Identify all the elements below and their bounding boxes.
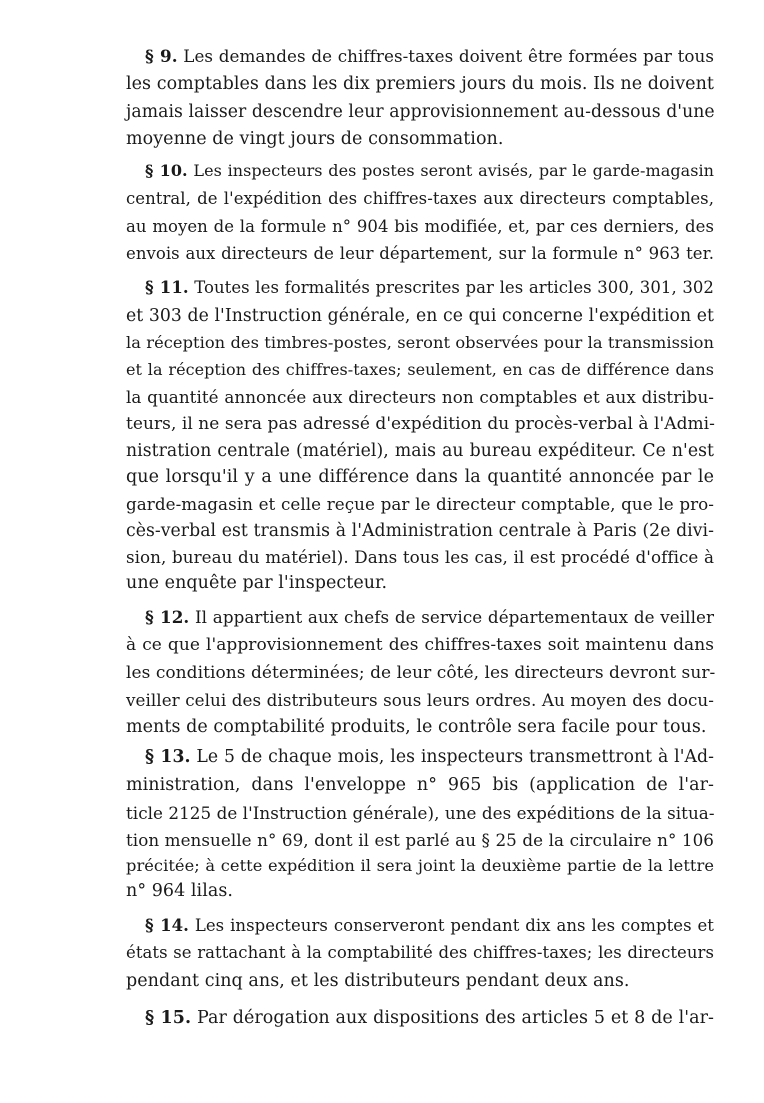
- paragraph-14-line-3: pendant cinq ans, et les distributeurs pendant deux ans.: [126, 971, 630, 991]
- paragraph-11-line-6: teurs, il ne sera pas adressé d'expédition du procès-verbal à l'Admi-: [126, 414, 715, 434]
- paragraph-9-line-3: jamais laisser descendre leur approvisionnement au-dessous d'une: [126, 102, 715, 122]
- paragraph-11-line-1: § 11. Toutes les formalités prescrites par les articles 300, 301, 302: [145, 278, 714, 297]
- paragraph-11-line-8: que lorsqu'il y a une différence dans la quantité annoncée par le: [126, 467, 714, 487]
- section-11-number: § 11.: [145, 278, 189, 297]
- paragraph-11-line-3: la réception des timbres-postes, seront observées pour la transmission: [126, 333, 714, 352]
- paragraph-10-line-2: central, de l'expédition des chiffres-taxes aux directeurs comptables,: [126, 189, 714, 208]
- paragraph-10-line-3: au moyen de la formule n° 904 bis modifiée, et, par ces derniers, des: [126, 217, 714, 236]
- section-14-number: § 14.: [145, 916, 189, 935]
- paragraph-11-line-12: une enquête par l'inspecteur.: [126, 573, 388, 593]
- paragraph-11-line-4: et la réception des chiffres-taxes; seulement, en cas de différence dans: [126, 360, 714, 379]
- paragraph-12-line-5: ments de comptabilité produits, le contrôle sera facile pour tous.: [126, 717, 707, 737]
- paragraph-11-line-11: sion, bureau du matériel). Dans tous les cas, il est procédé d'office à: [126, 547, 714, 567]
- paragraph-11-line-9: garde-magasin et celle reçue par le directeur comptable, que le pro-: [126, 494, 714, 514]
- paragraph-9-line-1: § 9. Les demandes de chiffres-taxes doivent être formées par tous: [145, 46, 714, 66]
- section-13-number: § 13.: [145, 747, 191, 767]
- paragraph-9-line-2: les comptables dans les dix premiers jours du mois. Ils ne doivent: [126, 74, 714, 94]
- paragraph-13-line-6: n° 964 lilas.: [126, 881, 233, 901]
- paragraph-11-line-2: et 303 de l'Instruction générale, en ce qui concerne l'expédition et: [126, 306, 714, 326]
- paragraph-12-line-2: à ce que l'approvisionnement des chiffres-taxes soit maintenu dans: [126, 635, 714, 655]
- paragraph-13-line-2: ministration, dans l'enveloppe n° 965 bis (application de l'ar-: [126, 775, 714, 795]
- paragraph-14-line-2: états se rattachant à la comptabilité des chiffres-taxes; les directeurs: [126, 943, 714, 962]
- paragraph-11-line-7: nistration centrale (matériel), mais au bureau expéditeur. Ce n'est: [126, 441, 714, 461]
- paragraph-12-line-3: les conditions déterminées; de leur côté, les directeurs devront sur-: [126, 663, 716, 683]
- paragraph-14-line-1: § 14. Les inspecteurs conserveront pendant dix ans les comptes et: [145, 916, 714, 935]
- paragraph-13-line-4: tion mensuelle n° 69, dont il est parlé au § 25 de la circulaire n° 106: [126, 830, 714, 850]
- paragraph-12-line-4: veiller celui des distributeurs sous leurs ordres. Au moyen des docu-: [126, 690, 714, 710]
- paragraph-10-line-1: § 10. Les inspecteurs des postes seront avisés, par le garde-magasin: [145, 161, 714, 180]
- paragraph-15-line-1: § 15. Par dérogation aux dispositions des articles 5 et 8 de l'ar-: [145, 1008, 714, 1028]
- section-9-number: § 9.: [145, 46, 178, 66]
- section-15-number: § 15.: [145, 1008, 192, 1028]
- paragraph-13-line-5: précitée; à cette expédition il sera joint la deuxième partie de la lettre: [126, 856, 714, 875]
- section-12-number: § 12.: [145, 607, 190, 627]
- paragraph-13-line-3: ticle 2125 de l'Instruction générale), une des expéditions de la situa-: [126, 803, 715, 823]
- paragraph-13-line-1: § 13. Le 5 de chaque mois, les inspecteurs transmettront à l'Ad-: [145, 747, 714, 767]
- paragraph-12-line-1: § 12. Il appartient aux chefs de service départementaux de veiller: [145, 607, 714, 627]
- paragraph-11-line-5: la quantité annoncée aux directeurs non comptables et aux distribu-: [126, 387, 714, 407]
- paragraph-11-line-10: cès-verbal est transmis à l'Administration centrale à Paris (2e divi-: [126, 521, 714, 541]
- paragraph-10-line-4: envois aux directeurs de leur département, sur la formule n° 963 ter.: [126, 244, 714, 263]
- section-10-number: § 10.: [145, 161, 188, 180]
- paragraph-9-line-4: moyenne de vingt jours de consommation.: [126, 129, 504, 149]
